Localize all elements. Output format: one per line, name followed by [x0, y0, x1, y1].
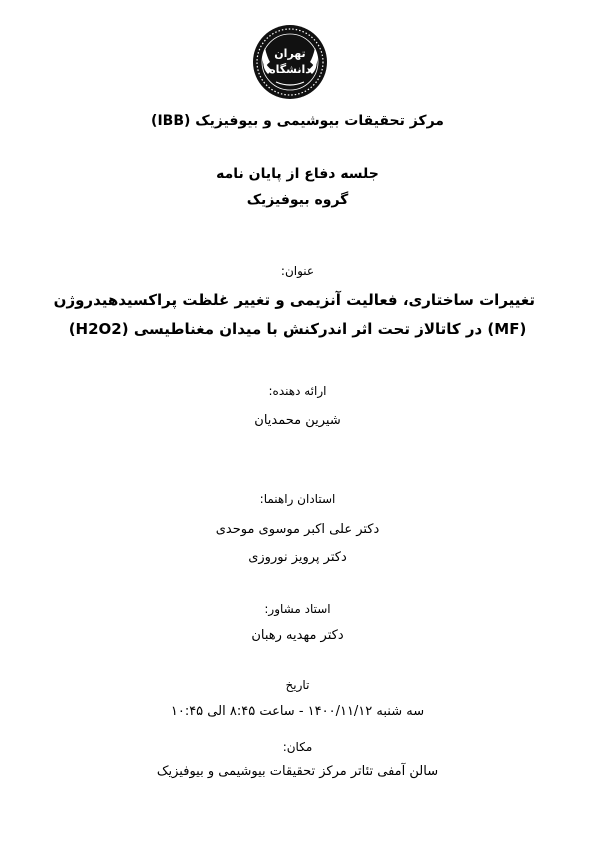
title-label: عنوان:	[280, 264, 315, 278]
location-label: مکان:	[282, 740, 313, 754]
date-label: تاریخ	[285, 678, 310, 692]
presenter-name: شیرین محمدیان	[254, 413, 341, 428]
logo-text-bottom: دانشگاه	[269, 63, 311, 76]
logo-text-top: تهران	[274, 47, 306, 60]
supervisor-name-1: دکتر علی اکبر موسوی موحدی	[215, 522, 380, 537]
session-heading: جلسه دفاع از پایان نامه	[216, 166, 379, 182]
institute-name: مرکز تحقیقات بیوشیمی و بیوفیزیک (IBB)	[151, 113, 444, 129]
presenter-label: ارائه دهنده:	[268, 384, 327, 398]
thesis-title-line-1: تغییرات ساختاری، فعالیت آنزیمی و تغییر غلظت پراکسیدهیدروژن	[53, 291, 535, 309]
advisor-name: دکتر مهدیه رهبان	[251, 628, 344, 643]
university-seal-logo	[252, 24, 328, 100]
advisor-label: استاد مشاور:	[264, 602, 331, 616]
date-time-value: سه شنبه ۱۴۰۰/۱۱/۱۲ - ساعت ۸:۴۵ الی ۱۰:۴۵	[170, 704, 425, 719]
thesis-title-line-2: (H2O2) در کاتالاز تحت اثر اندرکنش با میدان مغناطیسی (MF)	[68, 320, 527, 338]
supervisors-label: استادان راهنما:	[259, 492, 336, 506]
location-value: سالن آمفی تئاتر مرکز تحقیقات بیوشیمی و بیوفیزیک	[156, 764, 439, 779]
department-name: گروه بیوفیزیک	[246, 192, 349, 208]
supervisor-name-2: دکتر پرویز نوروزی	[248, 550, 347, 565]
